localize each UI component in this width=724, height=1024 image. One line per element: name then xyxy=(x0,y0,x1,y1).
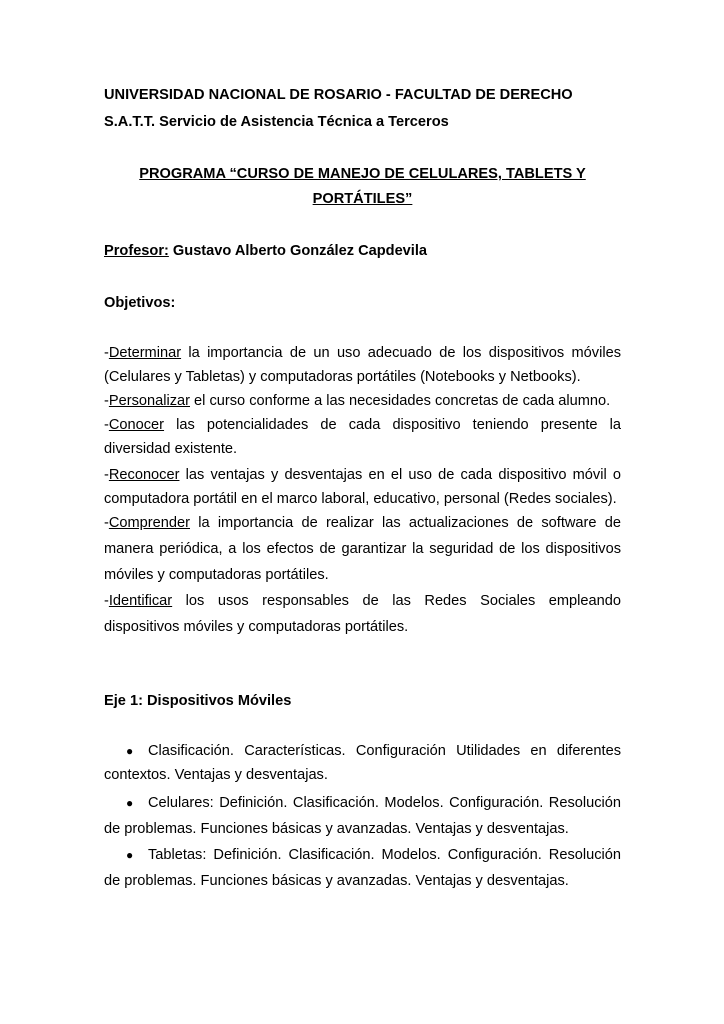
objective-1-text: la importancia de un uso adecuado de los dispositivos móviles xyxy=(181,345,621,361)
objective-2-line-1: -Personalizar el curso conforme a las necesidades concretas de cada alumno. xyxy=(104,393,611,409)
bullet-1-line-2: contextos. Ventajas y desventajas. xyxy=(104,767,328,783)
objective-3-text: las potencialidades de cada dispositivo teniendo presente la xyxy=(164,417,621,433)
objective-3-verb: Conocer xyxy=(108,417,165,433)
objective-3-line-2: diversidad existente. xyxy=(104,441,238,457)
objective-5-text: la importancia de realizar las actualizaciones de software de xyxy=(190,515,621,531)
objective-4-verb: Reconocer xyxy=(108,467,180,483)
objective-6-text: los usos responsables de las Redes Sociales empleando xyxy=(172,593,621,609)
bullet-1-dot: ● xyxy=(126,744,134,758)
objective-4-line-1: -Reconocer las ventajas y desventajas en el uso de cada dispositivo móvil o xyxy=(104,467,621,483)
university-heading: UNIVERSIDAD NACIONAL DE ROSARIO - FACULTAD DE DERECHO xyxy=(104,87,573,103)
objective-4-text: las ventajas y desventajas en el uso de cada dispositivo móvil o xyxy=(179,467,621,483)
objective-1-line-1: -Determinar la importancia de un uso adecuado de los dispositivos móviles xyxy=(104,345,621,361)
axis-1-heading: Eje 1: Dispositivos Móviles xyxy=(104,693,292,709)
objectives-heading: Objetivos: xyxy=(104,295,176,311)
professor-name: Gustavo Alberto González Capdevila xyxy=(168,243,428,259)
objective-5-line-3: móviles y computadoras portátiles. xyxy=(104,567,329,583)
bullet-3-dot: ● xyxy=(126,848,134,862)
objective-1-verb: Determinar xyxy=(108,345,182,361)
objective-4-line-2: computadora portátil en el marco laboral, educativo, personal (Redes sociales). xyxy=(104,491,617,507)
objective-2-verb: Personalizar xyxy=(108,393,190,409)
program-title-line-1: PROGRAMA “CURSO DE MANEJO DE CELULARES, TABLETS Y xyxy=(139,166,586,182)
objective-3-line-1: -Conocer las potencialidades de cada dispositivo teniendo presente la xyxy=(104,417,621,433)
objective-6-verb: Identificar xyxy=(108,593,173,609)
objective-5-line-1: -Comprender la importancia de realizar las actualizaciones de software de xyxy=(104,515,621,531)
service-heading: S.A.T.T. Servicio de Asistencia Técnica a Terceros xyxy=(104,114,449,130)
professor-label: Profesor: xyxy=(104,243,169,259)
objective-6-line-1: -Identificar los usos responsables de las Redes Sociales empleando xyxy=(104,593,621,609)
bullet-3-line-1: Tabletas: Definición. Clasificación. Modelos. Configuración. Resolución xyxy=(148,847,621,863)
program-title-line-2: PORTÁTILES” xyxy=(312,191,413,207)
objective-1-line-2: (Celulares y Tabletas) y computadoras portátiles (Notebooks y Netbooks). xyxy=(104,369,581,385)
professor-line xyxy=(104,242,427,260)
objective-2-text: el curso conforme a las necesidades concretas de cada alumno. xyxy=(190,393,611,409)
objective-5-verb: Comprender xyxy=(108,515,190,531)
bullet-1-line-1: Clasificación. Características. Configuración Utilidades en diferentes xyxy=(148,743,621,759)
bullet-2-line-1: Celulares: Definición. Clasificación. Modelos. Configuración. Resolución xyxy=(148,795,621,811)
bullet-3-line-2: de problemas. Funciones básicas y avanzadas. Ventajas y desventajas. xyxy=(104,873,569,889)
objective-5-line-2: manera periódica, a los efectos de garantizar la seguridad de los dispositivos xyxy=(104,541,621,557)
bullet-2-dot: ● xyxy=(126,796,134,810)
objective-6-line-2: dispositivos móviles y computadoras portátiles. xyxy=(104,619,409,635)
bullet-2-line-2: de problemas. Funciones básicas y avanzadas. Ventajas y desventajas. xyxy=(104,821,569,837)
